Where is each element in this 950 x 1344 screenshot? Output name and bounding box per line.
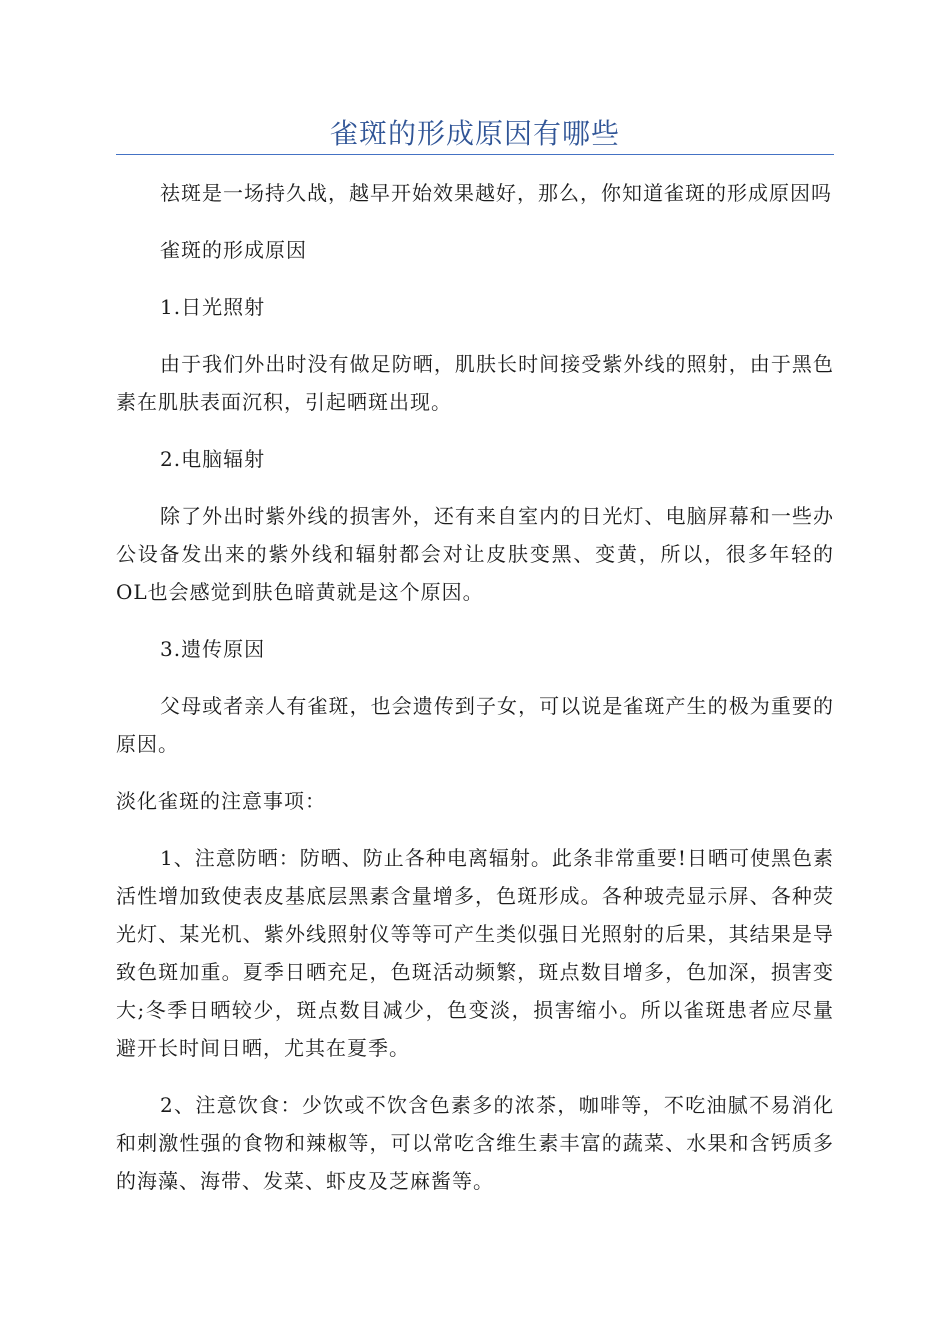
cause-heading-sunlight: 1.日光照射 [160,295,266,319]
cause-paragraph-computer: 除了外出时紫外线的损害外，还有来自室内的日光灯、电脑屏幕和一些办公设备发出来的紫外线和辐射都会对让皮肤变黑、变黄，所以，很多年轻的OL也会感觉到肤色暗黄就是这个原因。 [116,504,834,604]
precaution-paragraph-diet: 2、注意饮食：少饮或不饮含色素多的浓茶，咖啡等，不吃油腻不易消化和刺激性强的食物和辣椒等，可以常吃含维生素丰富的蔬菜、水果和含钙质多的海藻、海带、发菜、虾皮及芝麻酱等。 [116,1093,834,1193]
cause-paragraph-genetics: 父母或者亲人有雀斑，也会遗传到子女，可以说是雀斑产生的极为重要的原因。 [116,694,834,756]
document-body [116,174,834,1219]
precaution-paragraph-sun: 1、注意防晒：防晒、防止各种电离辐射。此条非常重要!日晒可使黑色素活性增加致使表皮基底层黑素含量增多，色斑形成。各种玻壳显示屏、各种荧光灯、某光机、紫外线照射仪等等可产生类似强日光照射的后果，其结果是导致色斑加重。夏季日晒充足，色斑活动频繁，斑点数目增多，色加深，损害变大;冬季日晒较少，斑点数目减少，色变淡，损害缩小。所以雀斑患者应尽量避开长时间日晒，尤其在夏季。 [116,846,834,1060]
section-heading-precautions: 淡化雀斑的注意事项： [116,789,326,813]
cause-heading-computer: 2.电脑辐射 [160,447,266,471]
cause-heading-genetics: 3.遗传原因 [160,637,266,661]
intro-paragraph: 祛斑是一场持久战，越早开始效果越好，那么，你知道雀斑的形成原因吗 [160,181,832,205]
document-title: 雀斑的形成原因有哪些 [329,117,620,150]
cause-paragraph-sunlight: 由于我们外出时没有做足防晒，肌肤长时间接受紫外线的照射，由于黑色素在肌肤表面沉积，引起晒斑出现。 [116,352,834,414]
section-heading-causes: 雀斑的形成原因 [160,238,307,262]
title-underline [116,154,834,155]
